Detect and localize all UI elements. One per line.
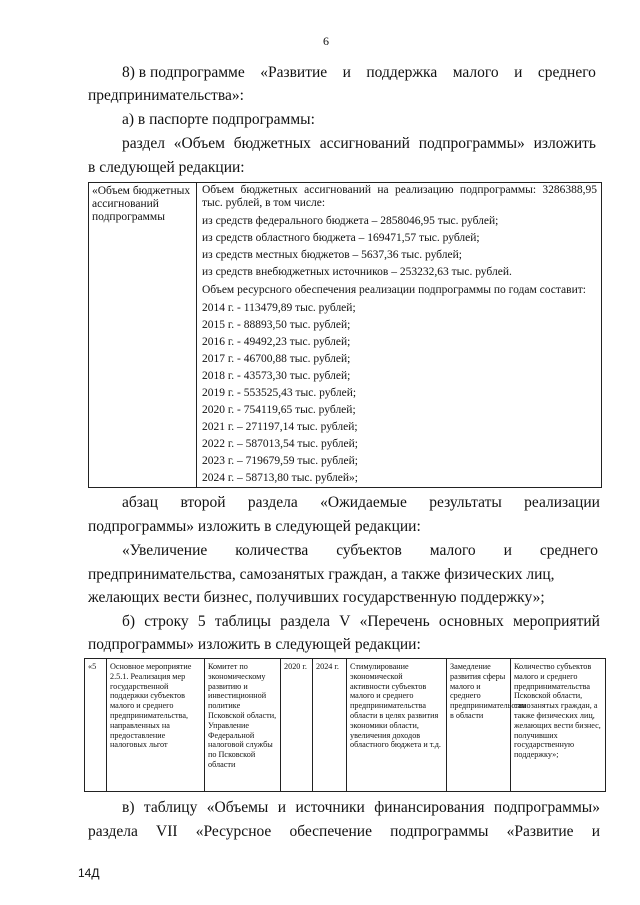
word: подпрограммы	[390, 823, 489, 840]
footer-code: 14Д	[78, 866, 100, 880]
word: субъектов	[336, 542, 402, 559]
word: реализации	[524, 494, 600, 511]
word: раздела	[247, 494, 298, 511]
result-cell: Стимулирование экономической активности субъектов малого и среднего предпринимательства области в целях развития экономики области, увеличения доходов областного бюджета и т.д.	[347, 659, 447, 791]
word: бюджетных	[233, 135, 311, 152]
word: обеспечение	[289, 823, 372, 840]
word: малого	[429, 542, 476, 559]
word: количества	[235, 542, 309, 559]
para-abzac-line1	[122, 492, 600, 514]
row-number: «5	[85, 659, 107, 791]
year-start-cell: 2020 г.	[281, 659, 313, 791]
word: среднего	[539, 542, 598, 559]
word: «Объемы	[206, 799, 269, 816]
word: источники	[295, 799, 365, 816]
word: изложить	[533, 135, 596, 152]
word: и	[277, 799, 287, 816]
budget-source-federal: из средств федерального бюджета – 2858046,95 тыс. рублей;	[202, 215, 499, 227]
word: в)	[122, 799, 135, 816]
budget-source-local: из средств местных бюджетов – 5637,36 тыс. рублей;	[202, 249, 462, 261]
word: «Развитие	[260, 64, 328, 81]
budget-year-2019: 2019 г. - 553525,43 тыс. рублей;	[202, 387, 357, 399]
budget-resource-text: Объем ресурсного обеспечения реализации подпрограммы по годам составит:	[202, 284, 586, 296]
word: среднего	[537, 64, 596, 81]
event-cell: Основное мероприятие 2.5.1. Реализация мер государственной поддержки субъектов малого и среднего предпринимательства, направленных на предоставление налоговых льгот	[107, 659, 205, 791]
word: финансирования	[374, 799, 485, 816]
word: и	[591, 823, 600, 840]
word: мероприятий	[512, 613, 600, 630]
word: строку	[144, 613, 189, 630]
word: раздел	[122, 135, 165, 152]
para-v-line1	[122, 797, 600, 819]
budget-year-2020: 2020 г. - 754119,65 тыс. рублей;	[202, 404, 356, 416]
page-number: 6	[323, 34, 329, 48]
word: раздела	[280, 613, 330, 630]
indicator-cell: Количество субъектов малого и среднего предпринимательства Псковской области, самозанятых граждан, а также физических лиц, желающих вести бизнес, получивших государственную поддержку»;	[514, 662, 601, 760]
para-8-line1	[122, 62, 596, 84]
budget-year-2017: 2017 г. - 46700,88 тыс. рублей;	[202, 353, 351, 365]
word: «Ресурсное	[195, 823, 272, 840]
para-a: а) в паспорте подпрограммы:	[122, 111, 315, 128]
word: 8) в подпрограмме	[122, 64, 245, 81]
word: ассигнований	[319, 135, 410, 152]
word: абзац	[122, 494, 159, 511]
budget-year-2015: 2015 г. - 88893,50 тыс. рублей;	[202, 319, 351, 331]
para-razdel-line2: в следующей редакции:	[88, 159, 245, 176]
consequence-cell: Замедление развития сферы малого и среднего предпринимательства в области	[447, 659, 511, 791]
para-quote-line3: желающих вести бизнес, получивших государственную поддержку»;	[88, 589, 545, 606]
word: б)	[122, 613, 136, 630]
word: результаты	[429, 494, 502, 511]
word: «Объем	[173, 135, 225, 152]
budget-year-2018: 2018 г. - 43573,30 тыс. рублей;	[202, 370, 351, 382]
para-v-line2	[88, 821, 600, 843]
para-quote-line2: предпринимательства, самозанятых граждан, а также физических лиц,	[88, 566, 555, 583]
word: таблицы	[214, 613, 271, 630]
word: и	[503, 542, 512, 559]
budget-table-content	[198, 183, 601, 487]
word: второй	[180, 494, 226, 511]
para-8-line2: предпринимательства»:	[88, 87, 244, 104]
word: таблицу	[143, 799, 198, 816]
budget-year-2014: 2014 г. - 113479,89 тыс. рублей;	[202, 302, 356, 314]
budget-year-2023: 2023 г. – 719679,59 тыс. рублей;	[202, 455, 358, 467]
budget-year-2022: 2022 г. – 587013,54 тыс. рублей;	[202, 438, 358, 450]
word: V	[339, 613, 351, 630]
word: подпрограммы»	[418, 135, 525, 152]
word: и	[342, 64, 351, 81]
executor-cell: Комитет по экономическому развитию и инвестиционной политике Псковской области, Управление Федеральной налоговой службы по Псковской области	[205, 659, 281, 791]
budget-year-2021: 2021 г. – 271197,14 тыс. рублей;	[202, 421, 358, 433]
word: «Увеличение	[122, 542, 208, 559]
word: и	[514, 64, 523, 81]
para-quote-line1	[122, 540, 598, 562]
word: VII	[156, 823, 178, 840]
events-table-row	[84, 658, 606, 792]
budget-year-2016: 2016 г. - 49492,23 тыс. рублей;	[202, 336, 351, 348]
word: 5	[197, 613, 206, 630]
budget-year-2024: 2024 г. – 58713,80 тыс. рублей»;	[202, 472, 358, 484]
word: «Перечень	[359, 613, 430, 630]
word: поддержка	[366, 64, 438, 81]
word: подпрограммы»	[493, 799, 600, 816]
budget-source-regional: из средств областного бюджета – 169471,57 тыс. рублей;	[202, 232, 480, 244]
year-end-cell: 2024 г.	[313, 659, 347, 791]
para-b-line1	[122, 611, 600, 633]
para-abzac-line2: подпрограммы» изложить в следующей редакции:	[88, 518, 421, 535]
budget-source-extrabudget: из средств внебюджетных источников – 253232,63 тыс. рублей.	[202, 266, 512, 278]
para-b-line2: подпрограммы» изложить в следующей редакции:	[88, 636, 421, 653]
word: «Ожидаемые	[320, 494, 407, 511]
budget-table	[88, 182, 602, 488]
word: малого	[452, 64, 499, 81]
budget-table-label: «Объем бюджетных ассигнований подпрограммы	[89, 183, 197, 487]
word: основных	[438, 613, 504, 630]
word: «Развитие	[506, 823, 574, 840]
para-razdel-line1	[122, 133, 596, 155]
word: раздела	[88, 823, 138, 840]
budget-total: Объем бюджетных ассигнований на реализацию подпрограммы: 3286388,95 тыс. рублей, в том числе:	[202, 184, 597, 209]
